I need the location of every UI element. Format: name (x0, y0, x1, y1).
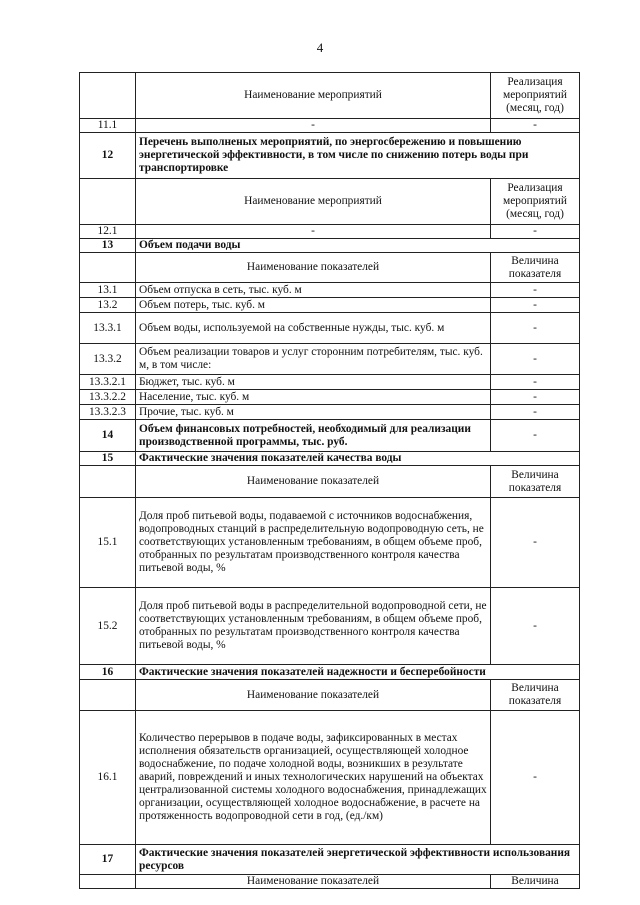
table-row (80, 711, 580, 845)
header-row (80, 875, 580, 889)
header-row (80, 680, 580, 711)
row-value: - (491, 344, 580, 375)
row-description: Бюджет, тыс. куб. м (136, 375, 491, 390)
table-row (80, 298, 580, 313)
column-header-value: Величина показателя (491, 466, 580, 498)
row-value: - (491, 313, 580, 344)
row-description: Объем отпуска в сеть, тыс. куб. м (136, 283, 491, 298)
header-row (80, 73, 580, 119)
table-row (80, 375, 580, 390)
row-description: Доля проб питьевой воды в распределительной водопроводной сети, не соответствующих установленным требованиям, в общем объеме проб, отобранных по результатам производственного контроля качества питьевой воды, % (136, 588, 491, 665)
row-number: 17 (80, 845, 136, 875)
table-row (80, 225, 580, 239)
section-row (80, 133, 580, 179)
row-description: Количество перерывов в подаче воды, зафиксированных в местах исполнения обязательств организацией, осуществляющей холодное водоснабжение, по подаче холодной воды, возникших в результате аварий, повреждений и иных технологических нарушений на объектах централизованной системы холодного водоснабжения, принадлежащих организации, осуществляющей холодное водоснабжение, в расчете на протяженность водопроводной сети в год, (ед./км) (136, 711, 491, 845)
row-number (80, 875, 136, 889)
row-number (80, 680, 136, 711)
column-header-name: Наименование показателей (136, 253, 491, 283)
header-row (80, 179, 580, 225)
column-header-value: Реализация мероприятий (месяц, год) (491, 179, 580, 225)
section-title: Перечень выполненых мероприятий, по энергосбережению и повышению энергетической эффективности, в том числе по снижению потерь воды при транспортировке (136, 133, 580, 179)
table-row (80, 119, 580, 133)
row-value: - (491, 283, 580, 298)
row-value: - (491, 498, 580, 588)
row-number: 11.1 (80, 119, 136, 133)
table-row (80, 390, 580, 405)
row-value: - (491, 405, 580, 420)
row-value: - (491, 711, 580, 845)
row-value: - (491, 390, 580, 405)
row-description: - (136, 119, 491, 133)
section-title: Фактические значения показателей энергетической эффективности использования ресурсов (136, 845, 580, 875)
page-number: 4 (316, 40, 324, 55)
section-row (80, 239, 580, 253)
row-description: Население, тыс. куб. м (136, 390, 491, 405)
column-header-value: Величина показателя (491, 680, 580, 711)
section-title: Фактические значения показателей надежности и бесперебойности (136, 665, 580, 680)
section-row (80, 665, 580, 680)
row-description: Объем потерь, тыс. куб. м (136, 298, 491, 313)
table-row (80, 588, 580, 665)
table-row (80, 283, 580, 298)
row-number: 16 (80, 665, 136, 680)
row-number (80, 73, 136, 119)
row-number: 16.1 (80, 711, 136, 845)
row-description: - (136, 225, 491, 239)
row-number: 13 (80, 239, 136, 253)
row-value: - (491, 420, 580, 452)
column-header-name: Наименование мероприятий (136, 179, 491, 225)
row-number: 15.1 (80, 498, 136, 588)
row-value: - (491, 588, 580, 665)
column-header-name: Наименование показателей (136, 466, 491, 498)
row-number: 12.1 (80, 225, 136, 239)
row-number (80, 253, 136, 283)
row-number: 13.3.2.3 (80, 405, 136, 420)
row-value: - (491, 298, 580, 313)
column-header-value: Величина показателя (491, 253, 580, 283)
column-header-value: Величина (491, 875, 580, 889)
column-header-name: Наименование показателей (136, 680, 491, 711)
table-row (80, 313, 580, 344)
row-value: - (491, 119, 580, 133)
row-description: Объем реализации товаров и услуг сторонним потребителям, тыс. куб. м, в том числе: (136, 344, 491, 375)
table-row (80, 405, 580, 420)
row-description: Объем финансовых потребностей, необходимый для реализации производственной программы, тыс. руб. (136, 420, 491, 452)
header-row (80, 466, 580, 498)
row-value: - (491, 225, 580, 239)
header-row (80, 253, 580, 283)
row-number: 15.2 (80, 588, 136, 665)
row-value: - (491, 375, 580, 390)
section-title: Объем подачи воды (136, 239, 580, 253)
column-header-name: Наименование показателей (136, 875, 491, 889)
row-number (80, 179, 136, 225)
row-number: 13.3.2 (80, 344, 136, 375)
row-description: Доля проб питьевой воды, подаваемой с источников водоснабжения, водопроводных станций в распределительную водопроводную сеть, не соответствующих установленным требованиям, в общем объеме проб, отобранных по результатам производственного контроля качества питьевой воды, % (136, 498, 491, 588)
column-header-name: Наименование мероприятий (136, 73, 491, 119)
row-number: 13.3.2.1 (80, 375, 136, 390)
section-title: Фактические значения показателей качества воды (136, 452, 580, 466)
table-row (80, 420, 580, 452)
row-number: 15 (80, 452, 136, 466)
row-number (80, 466, 136, 498)
table-row (80, 498, 580, 588)
report-table (79, 72, 580, 889)
row-number: 13.1 (80, 283, 136, 298)
row-number: 13.3.2.2 (80, 390, 136, 405)
row-description: Прочие, тыс. куб. м (136, 405, 491, 420)
section-row (80, 845, 580, 875)
row-number: 14 (80, 420, 136, 452)
row-number: 13.3.1 (80, 313, 136, 344)
section-row (80, 452, 580, 466)
row-number: 13.2 (80, 298, 136, 313)
row-description: Объем воды, используемой на собственные нужды, тыс. куб. м (136, 313, 491, 344)
column-header-value: Реализация мероприятий (месяц, год) (491, 73, 580, 119)
row-number: 12 (80, 133, 136, 179)
table-row (80, 344, 580, 375)
